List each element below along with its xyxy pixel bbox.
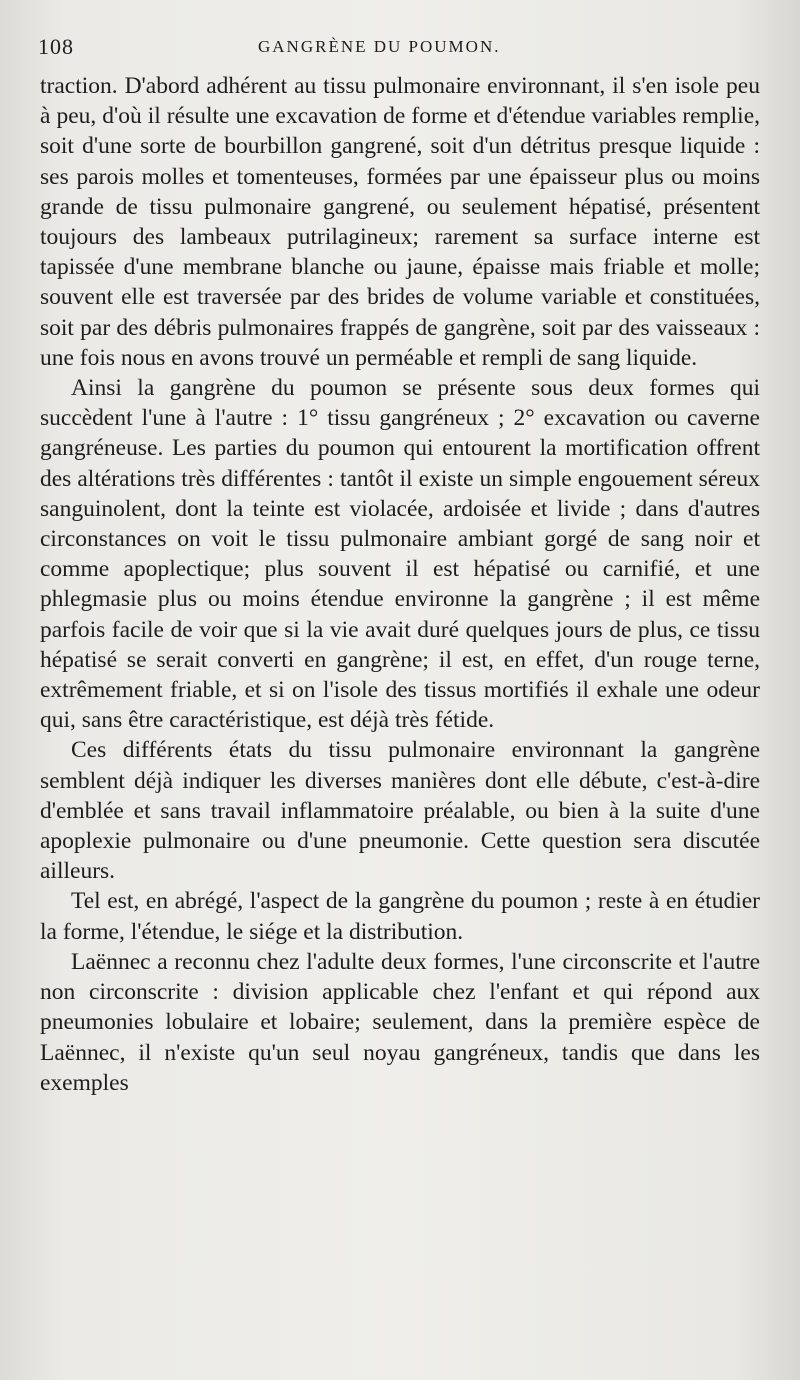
body-text — [40, 71, 760, 1098]
paragraph-continued: traction. D'abord adhérent au tissu pulmonaire environnant, il s'en isole peu à peu, d'où il résulte une excavation de forme et d'étendue variables remplie, soit d'une sorte de bourbillon gangrené, soit d'un détritus presque liquide : ses parois molles et tomenteuses, formées par une épaisseur plus ou moins grande de tissu pulmonaire gangrené, ou seulement hépatisé, présentent toujours des lambeaux putrilagineux; rarement sa surface interne est tapissée d'une membrane blanche ou jaune, épaisse mais friable et molle; souvent elle est traversée par des brides de volume variable et constituées, soit par des débris pulmonaires frappés de gangrène, soit par des vaisseaux : une fois nous en avons trouvé un perméable et rempli de sang liquide. — [40, 73, 760, 371]
paragraph: Ainsi la gangrène du poumon se présente sous deux formes qui succèdent l'une à l'autre : 1° tissu gangréneux ; 2° excavation ou caverne gangréneuse. Les parties du poumon qui entourent la mortification offrent des altérations très différentes : tantôt il existe un simple engouement séreux sanguinolent, dont la teinte est violacée, ardoisée et livide ; dans d'autres circonstances on voit le tissu pulmonaire ambiant gorgé de sang noir et comme apoplectique; plus souvent il est hépatisé ou carnifié, et une phlegmasie plus ou moins étendue environne la gangrène ; il est même parfois facile de voir que si la vie avait duré quelques jours de plus, ce tissu hépatisé se serait converti en gangrène; il est, en effet, d'un rouge terne, extrêmement friable, et si on l'isole des tissus mortifiés il exhale une odeur qui, sans être caractéristique, est déjà très fétide. — [40, 375, 760, 734]
page-header — [38, 34, 760, 64]
paragraph: Laënnec a reconnu chez l'adulte deux formes, l'une circonscrite et l'autre non circonscrite : division applicable chez l'enfant et qui répond aux pneumonies lobulaire et lobaire; seulement, dans la première espèce de Laënnec, il n'existe qu'un seul noyau gangréneux, tandis que dans les exemples — [40, 948, 760, 1096]
running-title: GANGRÈNE DU POUMON. — [258, 37, 501, 56]
paragraph: Tel est, en abrégé, l'aspect de la gangrène du poumon ; reste à en étudier la forme, l'étendue, le siége et la distribution. — [40, 888, 760, 945]
paragraph: Ces différents états du tissu pulmonaire environnant la gangrène semblent déjà indiquer les diverses manières dont elle débute, c'est-à-dire d'emblée et sans travail inflammatoire préalable, ou bien à la suite d'une apoplexie pulmonaire ou d'une pneumonie. Cette question sera discutée ailleurs. — [40, 737, 760, 885]
page-number: 108 — [38, 34, 74, 59]
